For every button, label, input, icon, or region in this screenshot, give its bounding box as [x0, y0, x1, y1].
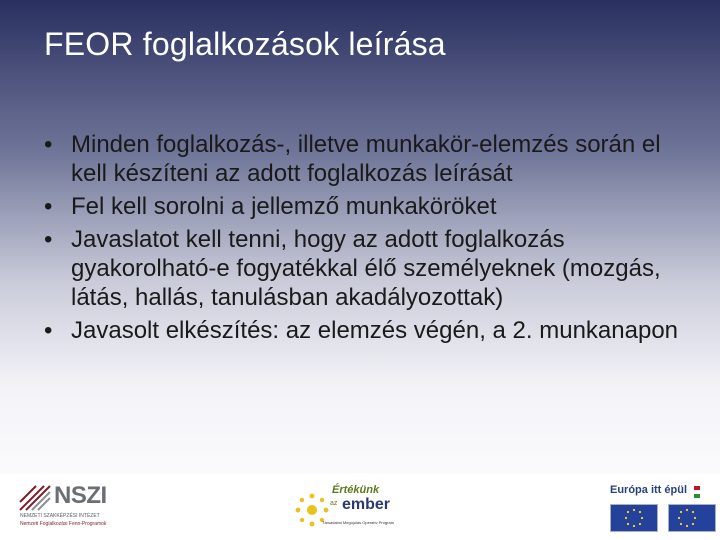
bullet-dot: •: [44, 131, 53, 158]
eu-stars-icon: [611, 505, 657, 531]
bullet-list: [44, 130, 684, 349]
bullet-dot: •: [44, 317, 53, 344]
bullet-item: [44, 192, 684, 221]
bullet-item: [44, 225, 684, 312]
eu-logo: [598, 480, 708, 534]
ember-line1: Értékünk: [332, 484, 380, 496]
eu-flag-icon: [668, 504, 716, 532]
nszi-emblem-icon: [18, 484, 52, 512]
bullet-text: Javaslatot kell tenni, hogy az adott foglalkozás gyakorolható-e fogyatékkal élő személyeknek (mozgás, látás, hallás, tanulásban akadályozottak): [71, 226, 661, 311]
bullet-item: [44, 130, 684, 188]
hungarian-flag-icon: [694, 486, 700, 498]
eu-slogan: Európa itt épül: [610, 484, 687, 496]
bullet-dot: •: [44, 226, 53, 253]
ember-line2: ember: [342, 496, 391, 513]
bullet-text: Javasolt elkészítés: az elemzés végén, a 2. munkanapon: [71, 317, 679, 344]
bullet-text: Fel kell sorolni a jellemző munkaköröket: [71, 193, 497, 220]
nszi-logo: [16, 482, 126, 530]
logo-footer: [0, 474, 720, 540]
nszi-subtitle-2: Nemzeti Foglalkozási Fenn-Programok: [20, 521, 107, 527]
ember-subtitle: Társadalmi Megújulás Operatív Program: [322, 520, 395, 525]
eu-stars-icon: [669, 505, 705, 531]
nszi-wordmark: NSZI: [54, 482, 107, 509]
bullet-text: Minden foglalkozás-, illetve munkakör-elemzés során el kell készíteni az adott foglalkozás leírását: [71, 131, 661, 187]
eu-flag-icon: [610, 504, 658, 532]
bullet-dot: •: [44, 193, 53, 220]
bullet-item: [44, 316, 684, 345]
nszi-subtitle: NEMZETI SZAKKÉPZÉSI INTÉZET: [20, 513, 100, 519]
slide-title: FEOR foglalkozások leírása: [44, 26, 446, 62]
ember-logo: [292, 482, 412, 532]
ember-az: az: [330, 500, 338, 507]
